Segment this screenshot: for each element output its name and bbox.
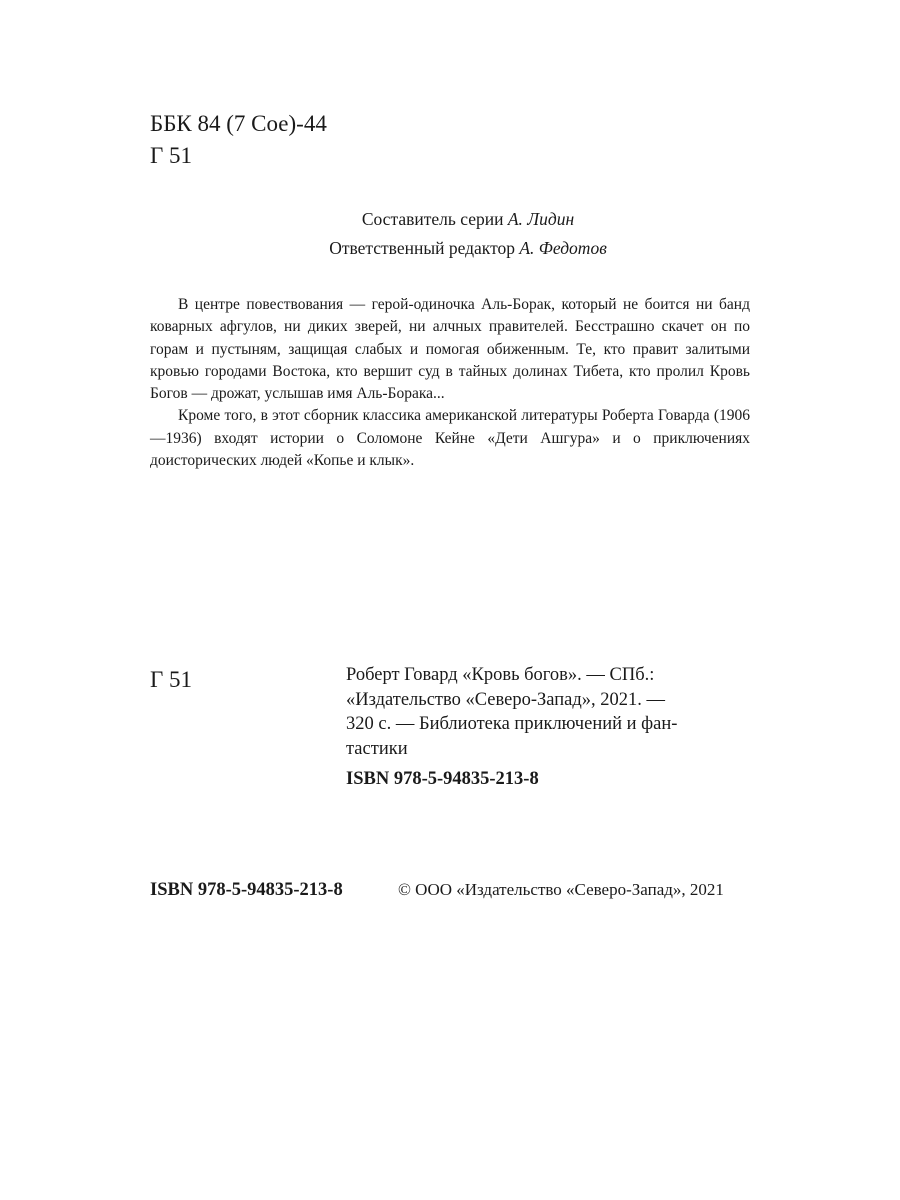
copyright-notice: © ООО «Издательство «Северо-Запад», 2021: [398, 880, 724, 899]
biblio-line-2: «Издательство «Северо-Запад», 2021. —: [346, 689, 666, 710]
bbk-code: ББК 84 (7 Сое)-44: [150, 111, 327, 136]
biblio-isbn: ISBN 978-5-94835-213-8: [346, 769, 539, 789]
author-mark: Г 51: [150, 143, 193, 168]
catalog-author-mark: Г 51: [150, 667, 193, 692]
series-compiler-label: Составитель серии: [361, 209, 504, 229]
biblio-line-4: тастики: [346, 738, 408, 759]
editor-label: Ответственный редактор: [329, 238, 515, 258]
series-compiler-name: А. Лидин: [507, 209, 575, 229]
bibliographic-record: [346, 663, 741, 792]
annotation-paragraph-2: Кроме того, в этот сборник классика американской литературы Роберта Говарда (1906—1936) входят истории о Соломоне Кейне «Дети Ашгура» и о приключениях доисторических людей «Копье и клык».: [150, 407, 750, 470]
editor-name: А. Федотов: [519, 238, 607, 258]
bbk-block: [150, 108, 327, 172]
biblio-line-3: 320 с. — Библиотека приключений и фан-: [346, 714, 678, 734]
annotation-paragraph-1: В центре повествования — герой-одиночка Аль-Борак, который не боится ни банд коварных афгулов, ни диких зверей, ни алчных правителей. Бесстрашно скачет он по горам и пустыням, защищая слабых и помогая обиженным. Те, кто правит залитыми кровью городами Востока, кто вершит суд в тайных долинах Тибета, кто пролил Кровь Богов — дрожат, услышав имя Аль-Борака...: [150, 296, 750, 403]
series-compiler-line: [150, 205, 786, 234]
footer-isbn: ISBN 978-5-94835-213-8: [150, 880, 343, 900]
biblio-line-1: Роберт Говард «Кровь богов». — СПб.:: [346, 665, 655, 685]
editor-line: [150, 234, 786, 263]
credits-block: [150, 205, 786, 263]
annotation: [150, 294, 750, 472]
